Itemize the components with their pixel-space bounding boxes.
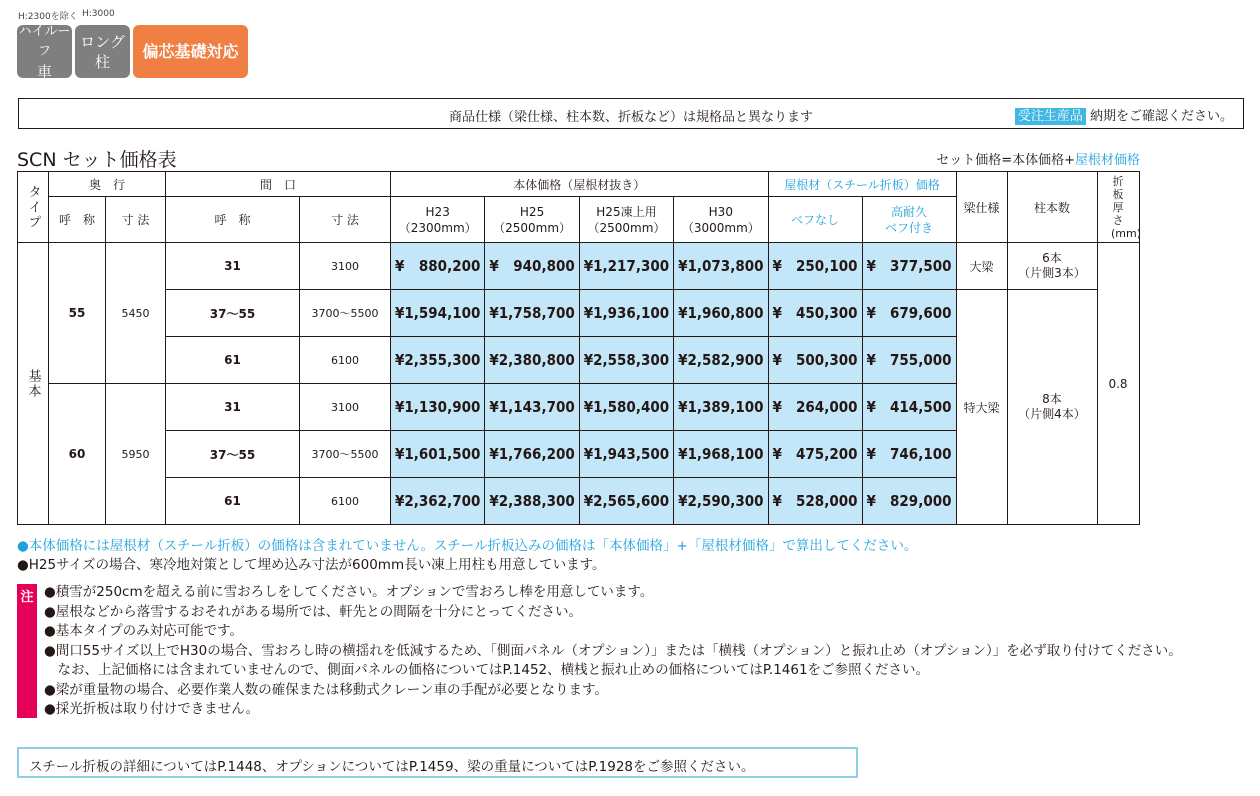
depth-size-cell: 5950 [106,384,166,525]
h30-label: H30 [708,204,733,219]
depth-size-cell: 5450 [106,243,166,384]
price-value: 1,389,100 [687,398,764,416]
caution-line: ●屋根などから落雪するおそれがある場所では、軒先との間隔を十分にとってください。 [44,603,583,620]
offset-foundation-badge [133,25,248,78]
currency-symbol: ¥ [583,257,594,275]
currency-symbol: ¥ [395,445,405,463]
price-value: 500,300 [796,351,858,369]
currency-symbol: ¥ [489,398,499,416]
notice-suffix: 納期をご確認ください。 [1089,109,1233,124]
header-thickness [1097,172,1142,243]
currency-symbol: ¥ [583,351,594,369]
currency-symbol: ¥ [583,304,594,322]
pillar-side: （片側4本） [1018,407,1086,421]
header-type-label: タイプ [25,184,41,230]
caution-line: ●積雪が250cmを超える前に雪おろしをしてください。オプションで雪おろし棒を用意しています。 [44,584,654,600]
currency-symbol: ¥ [772,351,782,369]
currency-symbol: ¥ [489,492,499,510]
pillar-count: 6本 [1042,251,1062,265]
price-cell [862,337,956,384]
price-cell [674,431,768,478]
h25-note: ●H25サイズの場合、寒冷地対策として埋め込み寸法が600mm長い凍上用柱も用意しています。 [17,557,606,573]
currency-symbol: ¥ [583,445,594,463]
depth-name-cell: 60 [49,384,106,525]
table-row [18,243,1140,290]
caution-notes [44,583,1182,720]
price-value: 250,100 [796,257,858,275]
price-cell [485,384,579,431]
header-pillars: 柱本数 [1007,172,1097,243]
badge-line: 柱 [94,52,110,71]
price-cell [862,243,956,290]
price-value: 1,130,900 [404,398,481,416]
pillars-cell [1007,290,1097,525]
price-cell [674,337,768,384]
price-value: 1,766,200 [498,445,575,463]
price-cell [485,243,579,290]
currency-symbol: ¥ [395,257,405,275]
price-cell [862,384,956,431]
currency-symbol: ¥ [583,398,594,416]
header-depth: 奥 行 [49,172,166,197]
pillar-side: （片側3本） [1018,266,1086,280]
price-cell [485,478,579,525]
currency-symbol: ¥ [678,351,688,369]
formula-text: セット価格=本体価格+ [936,153,1075,168]
price-cell [768,478,862,525]
price-value: 1,960,800 [687,304,764,322]
header-depth-size: 寸 法 [106,197,166,243]
price-value: 829,000 [890,492,952,510]
notice-text: 商品仕様（梁仕様、柱本数、折板など）は規格品と異なります [448,110,813,125]
currency-symbol: ¥ [489,304,499,322]
width-size-cell: 3700～5500 [300,290,391,337]
price-cell [862,478,956,525]
caution-line: ●梁が重量物の場合、必要作業人数の確保または移動式クレーン車の手配が必要となります。 [44,681,608,698]
durable-label-2: ベフ付き [884,220,933,235]
h25-cold-label: H25凍上用 [596,204,657,219]
price-value: 746,100 [890,445,952,463]
currency-symbol: ¥ [678,304,688,322]
price-value: 1,580,400 [593,398,670,416]
currency-symbol: ¥ [583,492,594,510]
price-cell [674,384,768,431]
price-value: 880,200 [418,257,481,275]
header-width-name: 呼 称 [166,197,300,243]
header-thickness-label: 折板厚さ(mm) [1111,174,1142,240]
width-size-cell: 3100 [300,243,391,290]
custom-order-notice [18,98,1244,129]
header-beam: 梁仕様 [956,172,1007,243]
beam-cell: 特大梁 [956,290,1007,525]
price-cell [768,243,862,290]
currency-symbol: ¥ [866,492,876,510]
price-value: 528,000 [796,492,858,510]
caution-line: ●基本タイプのみ対応可能です。 [44,623,244,639]
header-no-paint: ベフなし [768,197,862,243]
price-value: 1,143,700 [498,398,575,416]
table-row [18,290,1140,337]
price-value: 2,558,300 [593,351,670,369]
type-cell [18,243,49,525]
durable-label-1: 高耐久 [890,204,927,219]
price-cell [391,431,485,478]
header-width: 間 口 [166,172,391,197]
currency-symbol: ¥ [678,398,688,416]
currency-symbol: ¥ [772,304,782,322]
price-cell [674,243,768,290]
price-cell [391,384,485,431]
badge-line: ロング [80,32,125,51]
price-value: 940,800 [513,257,575,275]
formula-roof: 屋根材価格 [1074,153,1140,168]
currency-symbol: ¥ [866,398,876,416]
high-roof-note: H:2300を除く [18,12,78,22]
price-cell [485,431,579,478]
width-name-cell: 61 [166,478,300,525]
currency-symbol: ¥ [866,257,876,275]
price-value: 1,217,300 [593,257,670,275]
price-value: 377,500 [890,257,952,275]
currency-symbol: ¥ [489,351,499,369]
price-cell [579,337,673,384]
price-cell [579,431,673,478]
header-type [18,172,49,243]
price-cell [391,243,485,290]
notice-right [1015,105,1233,124]
thickness-cell: 0.8 [1097,243,1139,525]
price-cell [862,431,956,478]
width-size-cell: 3100 [300,384,391,431]
price-value: 755,000 [890,351,952,369]
caution-line: ●採光折板は取り付けできません。 [44,701,260,717]
header-depth-name: 呼 称 [49,197,106,243]
header-body-price: 本体価格（屋根材抜き） [391,172,769,197]
page-title: SCN セット価格表 [17,149,177,171]
header-h25-cold [579,197,673,243]
price-value: 679,600 [890,304,952,322]
price-value: 1,601,500 [404,445,481,463]
price-cell [579,290,673,337]
currency-symbol: ¥ [395,398,405,416]
h23-label: H23 [425,204,450,219]
price-value: 1,758,700 [498,304,575,322]
header-h30 [674,197,768,243]
header-roof-price: 屋根材（スチール折板）価格 [768,172,956,197]
h30-mm: （3000mm） [681,220,760,235]
currency-symbol: ¥ [772,492,782,510]
width-name-cell: 31 [166,384,300,431]
reference-box: スチール折板の詳細についてはP.1448、オプションについてはP.1459、梁の重量についてはP.1928をご参照ください。 [17,747,858,778]
price-cell [579,478,673,525]
price-cell [485,290,579,337]
header-h23 [391,197,485,243]
width-size-cell: 6100 [300,478,391,525]
price-value: 1,073,800 [687,257,764,275]
price-cell [768,290,862,337]
currency-symbol: ¥ [772,445,782,463]
header-h25 [485,197,579,243]
price-value: 2,362,700 [404,492,481,510]
price-cell [674,290,768,337]
price-cell [768,431,862,478]
price-value: 1,936,100 [593,304,670,322]
currency-symbol: ¥ [866,445,876,463]
price-cell [674,478,768,525]
high-roof-badge [17,23,72,81]
currency-symbol: ¥ [772,257,782,275]
custom-order-tag: 受注生産品 [1015,108,1086,125]
currency-symbol: ¥ [866,304,876,322]
width-name-cell: 61 [166,337,300,384]
currency-symbol: ¥ [678,445,688,463]
width-size-cell: 3700～5500 [300,431,391,478]
price-table [17,171,1140,525]
price-value: 1,968,100 [687,445,764,463]
price-value: 2,355,300 [404,351,481,369]
header-durable [862,197,956,243]
currency-symbol: ¥ [678,257,688,275]
price-formula [936,149,1140,168]
price-value: 2,590,300 [687,492,764,510]
h23-mm: （2300mm） [398,220,477,235]
caution-line: ●間口55サイズ以上でH30の場合、雪おろし時の横揺れを低減するため、「側面パネル（オプション）」または「横桟（オプション）と振れ止め（オプション）」を必ず取り付けてください。 [44,642,1182,659]
h25-cold-mm: （2500mm） [587,220,666,235]
currency-symbol: ¥ [395,351,405,369]
price-cell [579,384,673,431]
price-value: 414,500 [890,398,952,416]
price-value: 2,388,300 [498,492,575,510]
currency-symbol: ¥ [772,398,782,416]
depth-name-cell: 55 [49,243,106,384]
currency-symbol: ¥ [489,257,499,275]
badge-line: 車 [36,62,52,81]
caution-label: 注 [17,584,37,718]
price-cell [391,337,485,384]
pillar-count: 8本 [1042,392,1062,406]
price-cell [485,337,579,384]
price-cell [391,478,485,525]
price-value: 2,380,800 [498,351,575,369]
h25-label: H25 [519,204,545,219]
roof-price-note: ●本体価格には屋根材（スチール折板）の価格は含まれていません。スチール折板込みの価格は「本体価格」+「屋根材価格」で算出してください。 [17,538,918,554]
header-width-size: 寸 法 [300,197,391,243]
long-pillar-badge [75,25,130,78]
price-value: 2,582,900 [687,351,764,369]
width-size-cell: 6100 [300,337,391,384]
price-value: 475,200 [796,445,858,463]
price-cell [579,243,673,290]
price-value: 450,300 [796,304,858,322]
price-value: 1,594,100 [404,304,481,322]
price-cell [768,384,862,431]
badge-line: ハイルーフ [18,23,71,59]
currency-symbol: ¥ [395,304,405,322]
width-name-cell: 31 [166,243,300,290]
price-cell [862,290,956,337]
badge-line: 偏芯基礎対応 [142,41,239,61]
width-name-cell: 37～55 [166,431,300,478]
currency-symbol: ¥ [395,492,405,510]
pillars-cell [1007,243,1097,290]
currency-symbol: ¥ [866,351,876,369]
width-name-cell: 37～55 [166,290,300,337]
currency-symbol: ¥ [678,492,688,510]
caution-line: なお、上記価格には含まれていませんので、側面パネルの価格についてはP.1452、横桟と振れ止めの価格についてはP.1461をご参照ください。 [44,662,930,678]
beam-cell: 大梁 [956,243,1007,290]
h25-mm: （2500mm） [493,220,572,235]
currency-symbol: ¥ [489,445,499,463]
long-pillar-note: H:3000 [82,9,115,19]
price-value: 1,943,500 [593,445,670,463]
price-cell [768,337,862,384]
price-value: 2,565,600 [593,492,670,510]
price-value: 264,000 [796,398,858,416]
type-value: 基本 [25,368,41,399]
price-cell [391,290,485,337]
